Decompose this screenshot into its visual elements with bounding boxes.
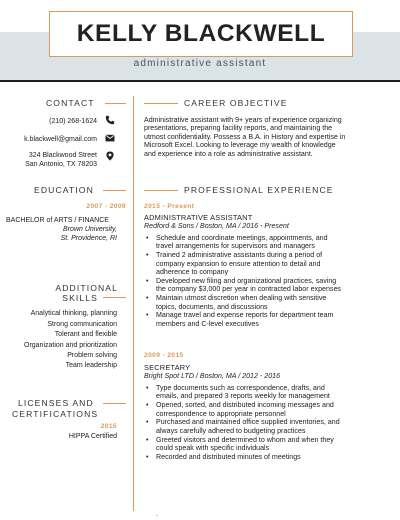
skills-heading-line2: SKILLS — [62, 293, 98, 303]
list-item: • Greeted visitors and determined to whom and when they could speak with specific individuals — [156, 436, 388, 453]
header-rule — [0, 80, 400, 82]
skill-item: Analytical thinking, planning — [30, 310, 117, 317]
list-item: • Trained 2 administrative assistants during a period of company expansion to ensure attention to detail and adherence to company — [156, 251, 388, 276]
licenses-heading-rule — [103, 403, 126, 404]
list-item: • Developed new filing and organizational practices, saving the company $3,000 per year in contracted labor expenses — [156, 277, 388, 294]
experience-heading: PROFESSIONAL EXPERIENCE — [184, 185, 334, 195]
job-company: Bright Spot LTD / Boston, MA / 2012 - 2016 — [144, 372, 281, 381]
map-pin-icon — [105, 151, 115, 161]
list-item: • Type documents such as correspondence, drafts, and emails, and prepared 3 reports weekly for management — [156, 384, 388, 401]
phone-icon — [105, 115, 115, 125]
education-years: 2007 - 2009 — [86, 203, 126, 210]
job-title: ADMINISTRATIVE ASSISTANT — [144, 213, 253, 222]
job-bullets — [144, 384, 388, 462]
objective-line: utmost confidentiality. Possess a B.A. in History and expertise in — [144, 132, 346, 141]
experience-heading-rule — [144, 190, 178, 191]
contact-address-line1: 324 Blackwood Street — [28, 152, 97, 159]
list-item: • Opened, sorted, and distributed incoming messages and correspondence to appropriate personnel — [156, 401, 388, 418]
end-mark: . — [156, 511, 158, 518]
list-item: • Manage travel and expense reports for department team members and C-level executives — [156, 311, 388, 328]
job-company: Redford & Sons / Boston, MA / 2016 - Present — [144, 222, 289, 231]
contact-email[interactable]: k.blackwell@gmail.com — [24, 136, 97, 143]
skills-heading-line1: ADDITIONAL — [55, 283, 118, 293]
name-box — [49, 11, 353, 57]
education-heading-rule — [103, 190, 126, 191]
skill-item: Strong communication — [47, 321, 117, 328]
job-title: SECRETARY — [144, 363, 191, 372]
contact-heading-rule — [105, 103, 126, 104]
contact-address-line2: San Antonio, TX 78203 — [25, 161, 97, 168]
column-divider — [133, 96, 134, 511]
licenses-heading-line2: CERTIFICATIONS — [12, 409, 99, 419]
candidate-name: KELLY BLACKWELL — [76, 20, 326, 47]
objective-line: Administrative assistant with 9+ years of experience organizing — [144, 116, 342, 124]
education-degree: BACHELOR of ARTS / FINANCE — [6, 217, 109, 224]
skill-item: Team leadership — [65, 362, 117, 369]
objective-text — [144, 116, 388, 158]
skills-heading-rule — [103, 297, 126, 298]
education-school: Brown University, — [63, 226, 117, 233]
list-item: • Schedule and coordinate meetings, appointments, and travel arrangements for supervisors and managers — [156, 234, 388, 251]
list-item: • Purchased and maintained office supplied inventories, and always carefully adhered to budgeting practices — [156, 418, 388, 435]
job-entry-2 — [144, 364, 388, 462]
skill-item: Tolerant and flexible — [54, 331, 117, 338]
skill-item: Problem solving — [67, 352, 117, 359]
list-item: • Recorded and distributed minutes of meetings — [156, 453, 388, 461]
objective-heading: CAREER OBJECTIVE — [184, 98, 288, 108]
contact-phone: (210) 268-1624 — [49, 118, 97, 125]
objective-line: and experience into a role as administrative assistant. — [144, 149, 313, 158]
list-item: • Maintain utmost discretion when dealing with sensitive topics, documents, and discussions — [156, 294, 388, 311]
license-name: HIPPA Certified — [68, 433, 117, 440]
contact-heading: CONTACT — [46, 98, 95, 108]
job-years: 2015 - Present — [144, 203, 195, 210]
job-title-subtitle: administrative assistant — [133, 58, 267, 69]
objective-line: Microsoft Excel. Looking to leverage my wealth of knowledge — [144, 141, 336, 150]
licenses-heading-line1: LICENSES AND — [18, 398, 94, 408]
envelope-icon — [105, 133, 115, 143]
job-bullets — [144, 234, 388, 328]
education-location: St. Providence, RI — [60, 235, 117, 242]
objective-heading-rule — [144, 103, 178, 104]
education-heading: EDUCATION — [34, 185, 94, 195]
job-years: 2009 - 2015 — [144, 352, 184, 359]
job-entry-1 — [144, 214, 388, 329]
license-year: 2015 — [100, 423, 117, 430]
skill-item: Organization and prioritization — [24, 342, 117, 349]
objective-line: presentations, preparing facility reports, and maintaining the — [144, 124, 333, 133]
